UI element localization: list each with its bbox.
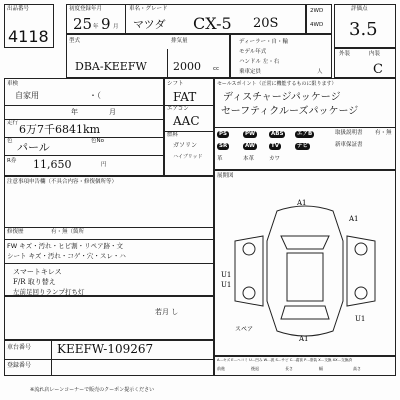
price-value: 11,650 xyxy=(33,158,72,171)
price-label: R券 xyxy=(7,158,17,164)
maker-value: マツダ xyxy=(133,18,166,31)
score-label: 評価点 xyxy=(351,6,368,12)
wheel-rl xyxy=(243,287,255,299)
spec-side-box xyxy=(230,34,332,78)
interior-label: 内装 xyxy=(369,51,381,57)
manual-label: 取扱説明書 xyxy=(335,130,363,136)
lot-box xyxy=(4,4,54,48)
option-extra-1: 本革 xyxy=(243,156,255,162)
color-label: 色 xyxy=(7,138,13,144)
inspection-year-label: 年 xyxy=(71,108,78,116)
seats-label: 乗車定員 xyxy=(239,69,262,75)
roof xyxy=(287,253,323,301)
option-4: SR xyxy=(219,143,228,149)
inspector-note: 若月 し xyxy=(155,308,179,316)
history-box: 車検 自家用 ・（ 年 月 走行 6万7千6841km 色 パール 色No R券 11,650 円 xyxy=(4,78,164,176)
left-side xyxy=(235,236,263,306)
car-outline xyxy=(267,206,343,336)
car-diagram xyxy=(215,181,395,351)
spare-label: スペア xyxy=(235,326,254,333)
dealer-label: ディーラー・自・輸 xyxy=(239,39,289,45)
score-box xyxy=(334,4,396,48)
legend-box xyxy=(214,356,396,376)
size-boxes xyxy=(217,366,393,375)
mark-1: A1 xyxy=(297,199,307,207)
option-1: PW xyxy=(245,131,256,137)
exterior-label: 外装 xyxy=(339,51,351,57)
mark-6: A1 xyxy=(299,335,309,343)
repair-value: 有・無（箇所 xyxy=(51,229,85,235)
mark-5: U1 xyxy=(355,315,366,323)
ac-value: AAC xyxy=(173,114,200,128)
size-box-1: 後退 xyxy=(251,366,259,371)
option-0: PS xyxy=(219,131,227,137)
drive-4wd: 4WD xyxy=(310,22,324,28)
displacement-value: 2000 xyxy=(173,60,201,73)
option-2: ABS xyxy=(271,131,284,137)
inspection-month-label: 月 xyxy=(109,108,116,116)
size-box-0: 前進 xyxy=(217,366,225,371)
recycle-label: 有・無 xyxy=(375,130,392,136)
reg-label: 登録番号 xyxy=(7,362,32,369)
interior-notes-1: FW キズ・汚れ・ヒビ割・リペア跡・文 xyxy=(7,242,123,250)
size-box-2: 長さ xyxy=(285,366,293,371)
drive-2wd: 2WD xyxy=(310,8,324,14)
rear-window xyxy=(281,306,329,319)
grade-value: 20S xyxy=(253,16,279,31)
windshield xyxy=(281,236,329,249)
model-code-label: 型式 xyxy=(69,38,81,44)
option-extra-2: カワ xyxy=(269,156,281,162)
inspection-label: 車検 xyxy=(7,81,19,87)
shift-value: FAT xyxy=(173,90,197,104)
fuel-value: ガソリン xyxy=(173,142,198,149)
handwritten-note-2: F/R 取り替え xyxy=(13,278,56,286)
color-value: パール xyxy=(17,141,50,154)
model-code-box xyxy=(66,34,230,78)
color-code-label: 色No xyxy=(91,138,104,144)
chassis-box xyxy=(4,340,214,376)
year-value: 25 xyxy=(73,15,93,33)
lot-number: 4118 xyxy=(8,27,49,46)
reg-year-label: 初度登録年月 xyxy=(69,6,103,12)
sales-line-2: セーフティクルーズパッケージ xyxy=(221,106,359,117)
chassis-label: 車台番号 xyxy=(7,344,32,351)
wheel-rr xyxy=(355,287,367,299)
warranty-label: 新車保証書 xyxy=(335,142,363,148)
notes-heading: 注意事項申告欄（不具合内容・修復個所等） xyxy=(7,179,118,185)
option-3: エアB xyxy=(297,131,313,137)
lot-label: 出品番号 xyxy=(7,6,30,12)
interior-grade: C xyxy=(373,62,383,77)
diagram-box xyxy=(214,170,396,356)
footer-text: ※流れ店レーンコーナーで販売のクーポン提示ください xyxy=(30,387,155,393)
size-box-3: 幅 xyxy=(319,366,323,371)
diagram-label: 展開図 xyxy=(217,173,234,179)
shift-label: シフト xyxy=(167,81,184,87)
sales-points-label: セールスポイント（正常に機能するものに限ります） xyxy=(217,81,337,87)
legend-text: A…キズ E…ヘコミ U…凹み W…波 S…サビ C…腐食 P…塗装 X…交換 XX…交換済 xyxy=(217,358,352,362)
seats-unit: 人 xyxy=(317,69,323,75)
option-5: AW xyxy=(245,143,256,149)
drive-box xyxy=(306,4,332,34)
option-icons xyxy=(217,131,327,167)
size-box-4: 高さ xyxy=(353,366,361,371)
interior-notes-2: シート キズ・汚れ・コゲ・穴・スレ・ハ xyxy=(7,252,126,260)
notes-box xyxy=(4,176,214,296)
repair-label: 修復歴 xyxy=(7,229,24,235)
model-year-label: モデル年式 xyxy=(239,49,267,55)
score-value: 3.5 xyxy=(349,19,378,40)
chassis-number: KEEFW-109267 xyxy=(57,342,154,356)
reg-car-box: 初度登録年月 車名・グレード 25 年 9 月 マツダ CX-5 20S xyxy=(66,4,306,34)
model-value: CX-5 xyxy=(193,14,232,33)
inspection-value: 自家用 xyxy=(15,91,39,100)
cc-unit: cc xyxy=(213,66,220,72)
fuel-sub: ハイブリッド xyxy=(173,154,203,160)
right-side xyxy=(347,236,375,306)
model-code-value: DBA-KEEFW xyxy=(75,60,147,73)
fuel-label: 燃料 xyxy=(167,132,179,138)
equipment-box xyxy=(164,78,214,176)
mark-3: U1 xyxy=(221,281,232,289)
mark-4: A1 xyxy=(349,215,359,223)
mileage-value: 6万7千6841km xyxy=(19,123,101,136)
wheel-fr xyxy=(355,243,367,255)
option-extra-0: 革 xyxy=(217,156,223,162)
car-name-label: 車名・グレード xyxy=(129,6,168,12)
grade-sub-box xyxy=(334,48,396,78)
mileage-label: 走行 xyxy=(7,120,19,126)
handwritten-note-3: 左前足回りランプ打ち灯 xyxy=(13,288,85,296)
option-6: TV xyxy=(271,143,280,149)
ac-label: エアコン xyxy=(167,106,189,112)
displacement-label: 排気量 xyxy=(171,38,188,44)
handle-label: ハンドル 左・右 xyxy=(239,59,280,65)
sales-line-1: ディスチャージパッケージ xyxy=(223,92,341,103)
notes-lower-box xyxy=(4,296,214,340)
option-7: ナビ xyxy=(297,143,309,149)
handwritten-note-1: スマートキレス xyxy=(13,268,62,276)
wheel-fl xyxy=(243,243,255,255)
price-unit: 円 xyxy=(101,162,107,168)
mark-2: U1 xyxy=(221,271,232,279)
month-value: 9 xyxy=(101,15,111,33)
sales-points-box xyxy=(214,78,396,170)
